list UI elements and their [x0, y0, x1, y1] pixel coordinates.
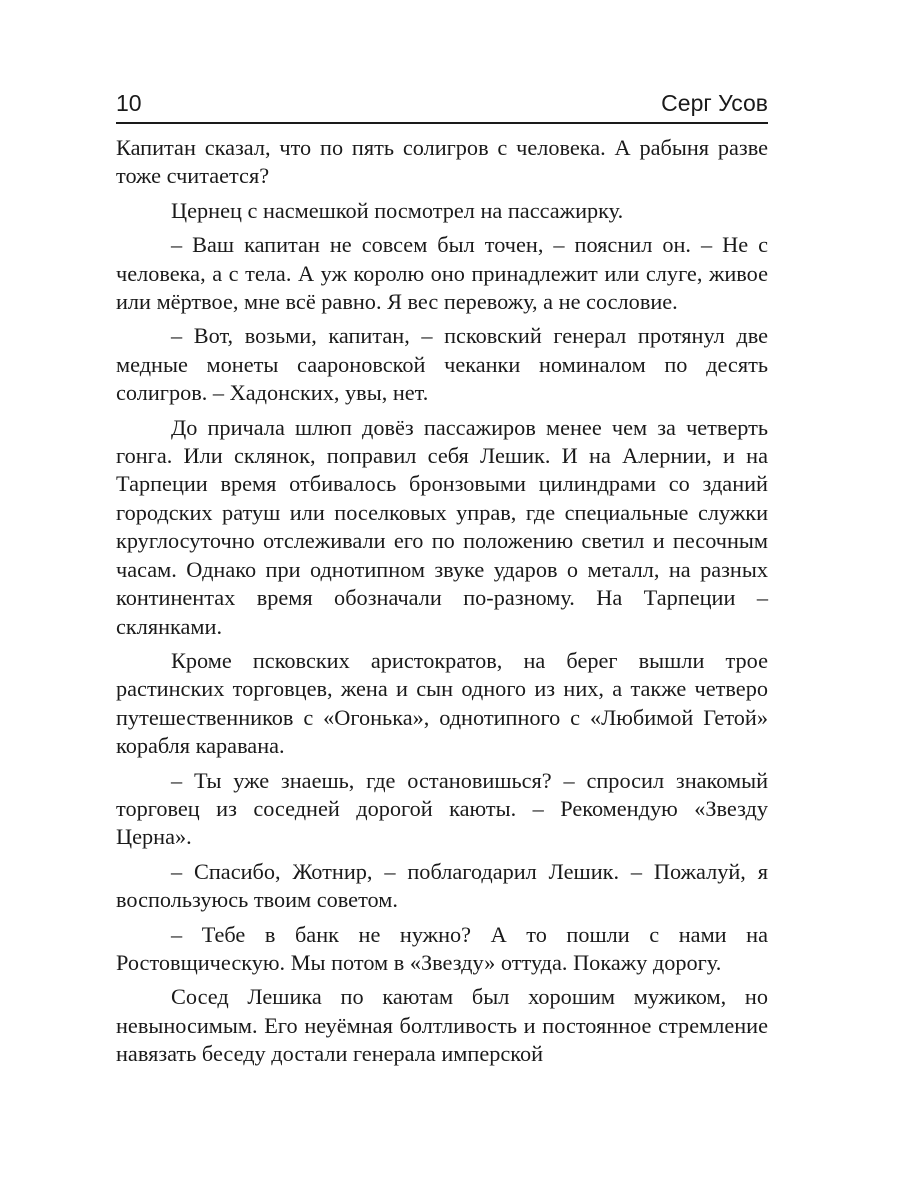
paragraph: – Ваш капитан не совсем был точен, – пояснил он. – Не с человека, а с тела. А уж королю оно принадлежит или слуге, живое или мёртвое, мне всё равно. Я вес перевожу, а не сословие. — [116, 232, 768, 315]
paragraph: Цернец с насмешкой посмотрел на пассажирку. — [171, 197, 624, 223]
paragraph: – Ты уже знаешь, где остановишься? – спросил знакомый торговец из соседней дорогой каюты. – Рекомендую «Звезду Церна». — [116, 767, 768, 850]
paragraph: Кроме псковских аристократов, на берег вышли трое растинских торговцев, жена и сын одного из них, а также четверо путешественников с «Огонька», однотипного с «Любимой Гетой» корабля каравана. — [116, 647, 768, 759]
body-text — [116, 134, 768, 1069]
paragraph: Сосед Лешика по каютам был хорошим мужиком, но невыносимым. Его неуёмная болтливость и постоянное стремление навязать беседу достали генерала имперской — [116, 984, 768, 1067]
page-number: 10 — [116, 90, 142, 116]
author-name: Серг Усов — [661, 90, 768, 116]
paragraph: – Спасибо, Жотнир, – поблагодарил Лешик. – Пожалуй, я воспользуюсь твоим советом. — [116, 858, 768, 913]
running-header — [116, 88, 768, 124]
book-page — [116, 88, 768, 1075]
paragraph: – Тебе в банк не нужно? А то пошли с нами на Ростовщическую. Мы потом в «Звезду» оттуда. Покажу дорогу. — [116, 921, 768, 975]
paragraph: – Вот, возьми, капитан, – псковский генерал протянул две медные монеты саароновской чеканки номиналом по десять солигров. – Хадонских, увы, нет. — [116, 323, 768, 406]
paragraph: До причала шлюп довёз пассажиров менее чем за четверть гонга. Или склянок, поправил себя Лешик. И на Алернии, и на Тарпеции время отбивалось бронзовыми цилиндрами со зданий городских ратуш или поселковых управ, где специальные служки круглосуточно отслеживали его по положению светил и песочным часам. Однако при однотипном звуке ударов о металл, на разных континентах время обозначали по-разному. На Тарпеции – склянками. — [116, 414, 768, 639]
paragraph: Капитан сказал, что по пять солигров с человека. А рабыня разве тоже считается? — [116, 135, 768, 189]
